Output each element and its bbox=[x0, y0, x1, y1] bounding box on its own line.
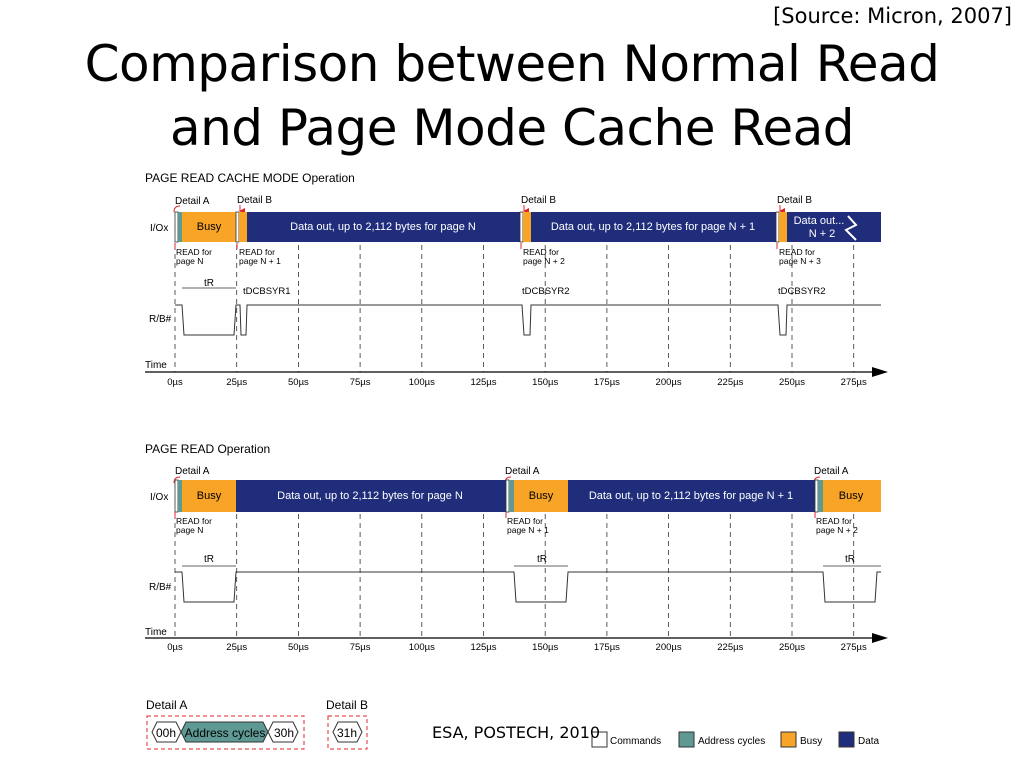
normal-detail-a-label-2: Detail A bbox=[505, 466, 540, 477]
normal-axis-title: Time bbox=[145, 627, 167, 638]
normal-tick-label: 100µs bbox=[408, 642, 435, 653]
normal-busy-3-text: Busy bbox=[838, 490, 864, 502]
cache-tick-label: 250µs bbox=[778, 377, 806, 388]
legend-data-label: Data bbox=[858, 736, 880, 747]
normal-tick-label: 75µs bbox=[349, 642, 371, 653]
cache-command-31h-1 bbox=[236, 212, 239, 242]
normal-address-2 bbox=[509, 480, 514, 512]
cache-data-page-n1-text: Data out, up to 2,112 bytes for page N + 1 bbox=[550, 221, 756, 233]
legend-address-label: Address cycles bbox=[698, 736, 766, 747]
legend-address-text: Address cycles bbox=[184, 726, 266, 740]
cache-address-cycles bbox=[178, 212, 182, 242]
normal-heading: PAGE READ Operation bbox=[145, 442, 271, 456]
normal-read3-l1: READ for bbox=[816, 516, 852, 526]
cache-read4-l1: READ for bbox=[779, 247, 815, 257]
cache-io-label: I/Ox bbox=[150, 223, 169, 234]
normal-read1-l1: READ for bbox=[176, 516, 212, 526]
cache-tick-label: 150µs bbox=[532, 377, 559, 388]
cache-data-page-n-text: Data out, up to 2,112 bytes for page N bbox=[290, 221, 476, 233]
normal-tick-label: 125µs bbox=[470, 642, 497, 653]
normal-command-1 bbox=[175, 480, 178, 512]
cache-tdcbsyr1: tDCBSYR1 bbox=[243, 286, 291, 297]
cache-heading: PAGE READ CACHE MODE Operation bbox=[145, 171, 355, 185]
cache-tick-label: 200µs bbox=[655, 377, 682, 388]
cache-read3-l2: page N + 2 bbox=[523, 256, 565, 266]
cache-tick-label: 75µs bbox=[349, 377, 371, 388]
legend-address-swatch bbox=[679, 732, 694, 747]
normal-tick-label: 50µs bbox=[288, 642, 309, 653]
cache-rb-label: R/B# bbox=[149, 314, 172, 325]
cache-command-31h-2 bbox=[520, 212, 523, 242]
cache-tick-label: 175µs bbox=[593, 377, 620, 388]
legend-30h-text: 30h bbox=[273, 726, 295, 740]
cache-detail-a-label: Detail A bbox=[175, 196, 210, 207]
title-line-2: and Page Mode Cache Read bbox=[169, 99, 855, 157]
legend-31h-text: 31h bbox=[336, 726, 358, 740]
legend-detail-b-title: Detail B bbox=[326, 698, 369, 712]
cache-short-busy-2 bbox=[523, 212, 531, 242]
normal-tick-label: 25µs bbox=[226, 642, 248, 653]
cache-tick-label: 125µs bbox=[470, 377, 497, 388]
cache-axis-arrowhead bbox=[872, 367, 888, 377]
cache-short-busy-1 bbox=[239, 212, 247, 242]
cache-tdcbsyr2-b: tDCBSYR2 bbox=[778, 286, 826, 297]
normal-rb-label: R/B# bbox=[149, 582, 172, 593]
legend-detail-a-title: Detail A bbox=[146, 698, 188, 712]
cache-tdcbsyr2-a: tDCBSYR2 bbox=[522, 286, 570, 297]
cache-data-page-n2-text-1: Data out... bbox=[793, 215, 845, 227]
title-line-1: Comparison between Normal Read bbox=[84, 35, 940, 93]
cache-busy-text: Busy bbox=[196, 221, 222, 233]
cache-read2-l2: page N + 1 bbox=[239, 256, 281, 266]
cache-read3-l1: READ for bbox=[523, 247, 559, 257]
footer-credit: ESA, POSTECH, 2010 bbox=[432, 723, 601, 742]
normal-tick-label: 150µs bbox=[532, 642, 559, 653]
normal-tick-labels bbox=[167, 642, 867, 653]
normal-busy-2-text: Busy bbox=[528, 490, 554, 502]
legend-commands-label: Commands bbox=[610, 736, 662, 747]
normal-read2-l2: page N + 1 bbox=[507, 525, 549, 535]
normal-read1-l2: page N bbox=[176, 525, 204, 535]
normal-tick-label: 275µs bbox=[840, 642, 867, 653]
normal-io-label: I/Ox bbox=[150, 492, 169, 503]
legend-busy-swatch bbox=[781, 732, 796, 747]
normal-tr-label-1: tR bbox=[204, 554, 214, 565]
normal-tr-label-2: tR bbox=[537, 554, 547, 565]
cache-tick-label: 275µs bbox=[840, 377, 867, 388]
legend-00h-text: 00h bbox=[155, 726, 177, 740]
normal-read3-l2: page N + 2 bbox=[816, 525, 858, 535]
normal-data-page-n1-text: Data out, up to 2,112 bytes for page N + 1 bbox=[588, 490, 794, 502]
cache-read4-l2: page N + 3 bbox=[779, 256, 821, 266]
normal-tr-label-3: tR bbox=[845, 554, 855, 565]
normal-data-page-n-text: Data out, up to 2,112 bytes for page N bbox=[277, 490, 463, 502]
cache-detail-b-label-2: Detail B bbox=[521, 195, 557, 206]
cache-read1-l1: READ for bbox=[176, 247, 212, 257]
cache-tick-label: 0µs bbox=[167, 377, 183, 388]
normal-address-3 bbox=[818, 480, 823, 512]
cache-tick-labels bbox=[167, 377, 867, 388]
cache-short-busy-3 bbox=[779, 212, 787, 242]
normal-busy-1-text: Busy bbox=[196, 490, 222, 502]
cache-tick-label: 50µs bbox=[288, 377, 309, 388]
cache-detail-b-label-3: Detail B bbox=[777, 195, 813, 206]
cache-axis-title: Time bbox=[145, 360, 167, 371]
normal-tick-label: 175µs bbox=[593, 642, 620, 653]
source-citation: [Source: Micron, 2007] bbox=[773, 4, 1012, 28]
normal-command-3 bbox=[815, 480, 818, 512]
cache-command-00h bbox=[175, 212, 178, 242]
normal-read-diagram bbox=[145, 442, 888, 653]
cache-mode-diagram bbox=[145, 171, 888, 388]
normal-tick-label: 225µs bbox=[717, 642, 744, 653]
cache-command-31h-3 bbox=[776, 212, 779, 242]
cache-tick-label: 100µs bbox=[408, 377, 435, 388]
cache-detail-b-label-1: Detail B bbox=[237, 195, 273, 206]
cache-tr-label: tR bbox=[204, 278, 214, 289]
normal-detail-a-label-3: Detail A bbox=[814, 466, 849, 477]
cache-read2-l1: READ for bbox=[239, 247, 275, 257]
cache-tick-label: 225µs bbox=[717, 377, 744, 388]
normal-command-2 bbox=[506, 480, 509, 512]
normal-detail-a-label-1: Detail A bbox=[175, 466, 210, 477]
cache-rb-waveform bbox=[175, 305, 881, 335]
normal-tick-label: 200µs bbox=[655, 642, 682, 653]
normal-tick-label: 250µs bbox=[778, 642, 806, 653]
legend-busy-label: Busy bbox=[800, 736, 823, 747]
normal-read2-l1: READ for bbox=[507, 516, 543, 526]
cache-read1-l2: page N bbox=[176, 256, 204, 266]
normal-rb-waveform bbox=[175, 572, 881, 602]
cache-tick-label: 25µs bbox=[226, 377, 248, 388]
cache-data-page-n2-text-2: N + 2 bbox=[808, 228, 836, 240]
normal-address-1 bbox=[178, 480, 182, 512]
normal-tick-label: 0µs bbox=[167, 642, 183, 653]
legend-data-swatch bbox=[839, 732, 854, 747]
normal-axis-arrowhead bbox=[872, 633, 888, 643]
